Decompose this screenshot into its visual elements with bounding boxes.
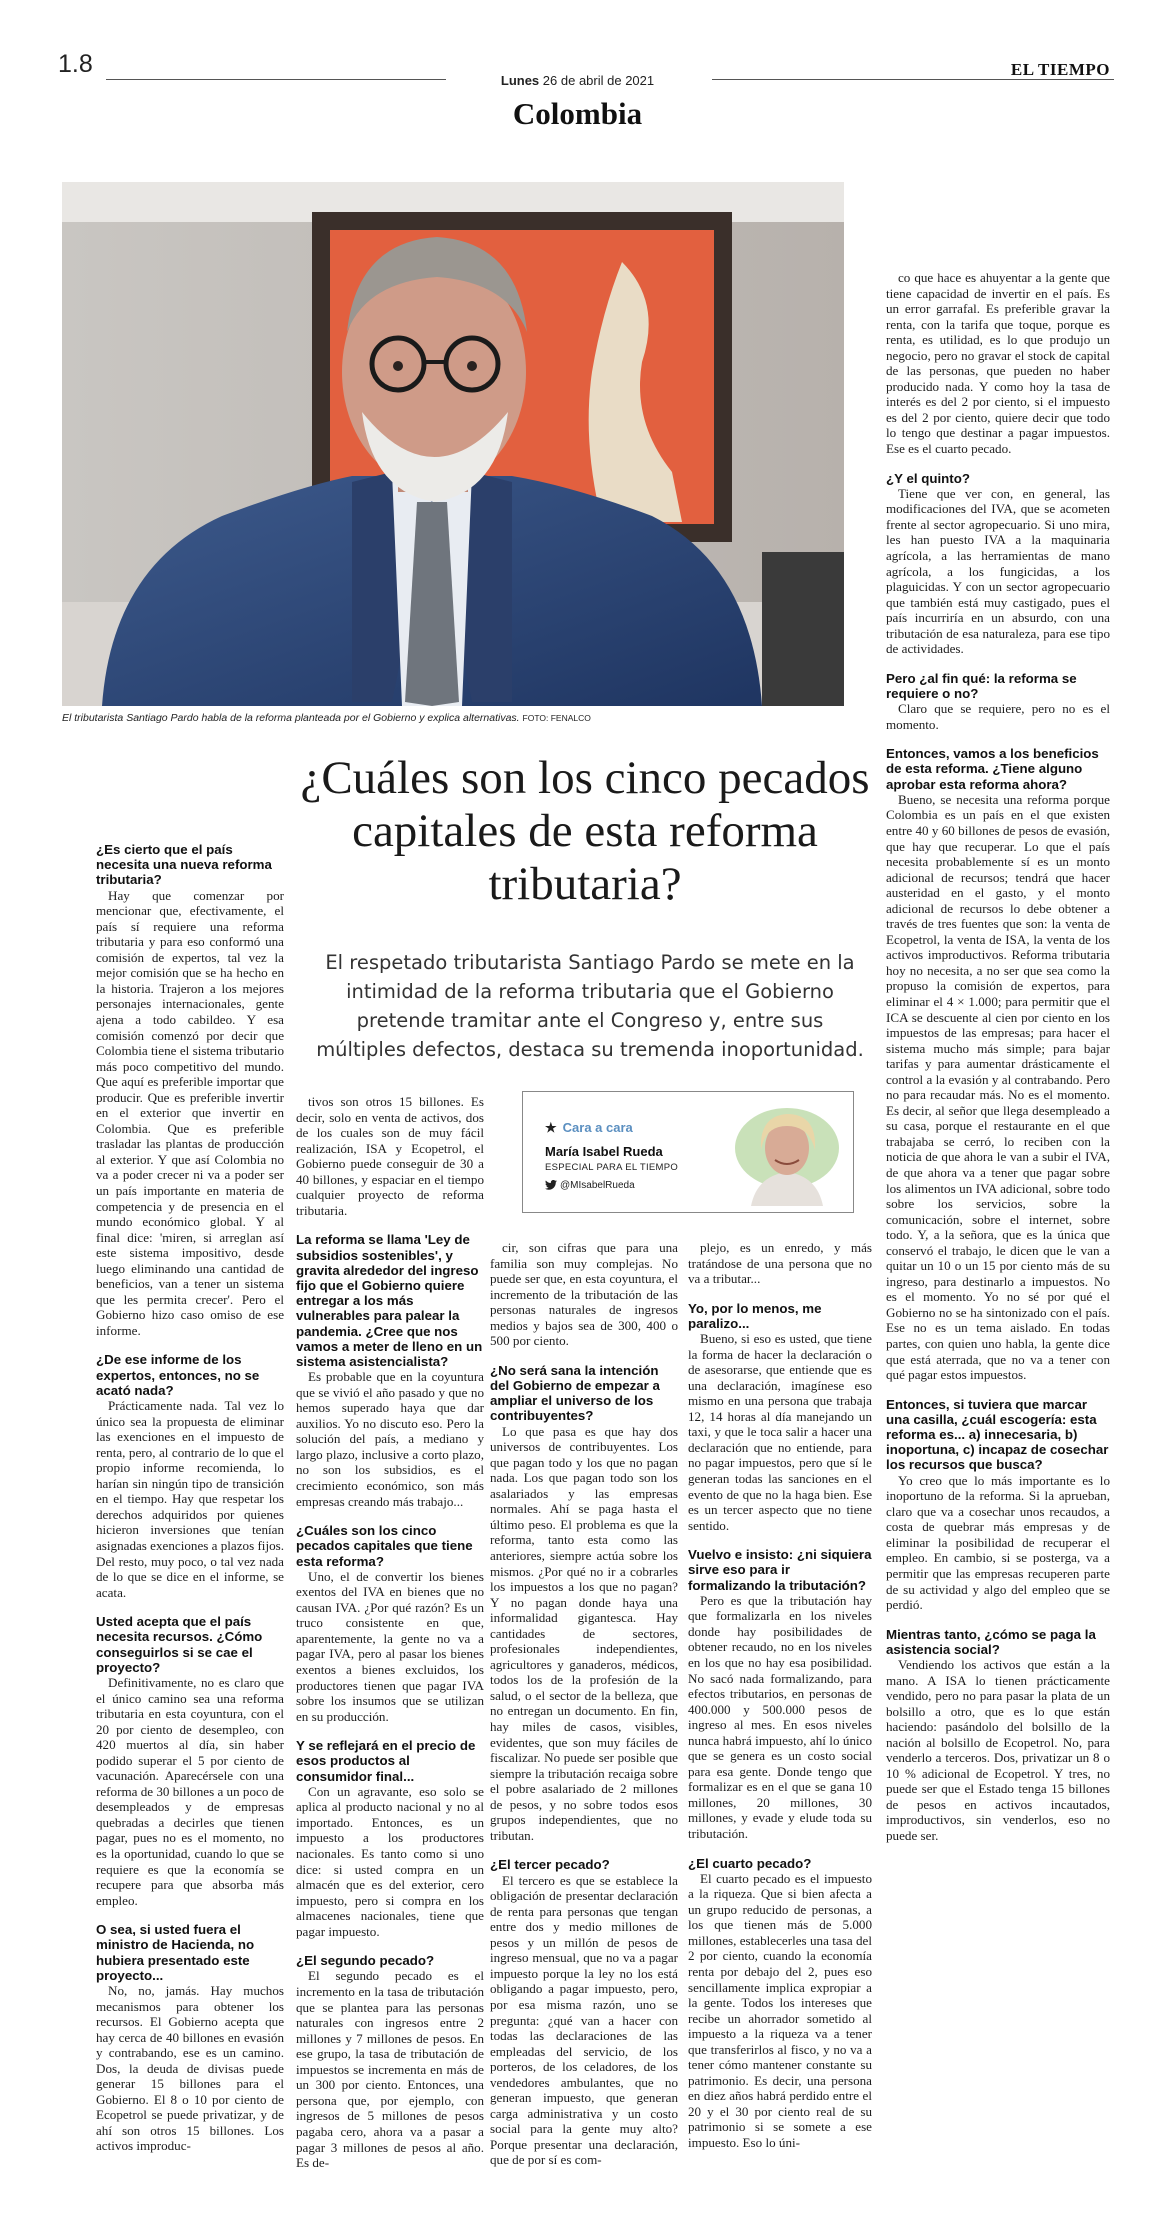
interview-question: La reforma se llama 'Ley de subsidios sostenibles', y gravita alrededor del ingreso fijo que el Gobierno quiere entregar a los más vulnerables para palear la pandemia. ¿Cree que nos vamos a meter de lleno en un sistema asistencialista? xyxy=(296,1232,483,1369)
interview-answer: Es probable que en la coyuntura que se vivió el año pasado y que no hemos superado haya que dar auxilios. Yo no discuto eso. Pero la solución del país, a mediano y largo plazo, inclusive a corto plazo, no son los subsidios, es el crecimiento económico, son más empresas creando más trabajo... xyxy=(296,1369,484,1509)
headline: ¿Cuáles son los cinco pecados capitales de esta reforma tributaria? xyxy=(300,752,870,910)
issue-date xyxy=(420,73,735,88)
interview-answer: Hay que comenzar por mencionar que, efectivamente, el país sí requiere una reforma tributaria y para eso conformó una comisión de expertos, tal vez la mejor comisión que se ha hecho en la historia. Trajeron a los mejores personajes internacionales, gente ajena a todo cabildeo. Y esa comisión comenzó por decir que Colombia tiene el sistema tributario más poco competitivo del mundo. Que aquí es preferible importar que producir. Que es preferible invertir en el exterior que invertir en Colombia. Que es preferible trasladar las plantas de producción al exterior. Y que así Colombia no va a poder crecer ni va a poder ser un país importante en materia de competencia y de presencia en el mundo económico global. Y al final dice: 'miren, si arreglan así este sistema impositivo, desde luego eliminando una cantidad de beneficios, van a tener un sistema que les permita crecer'. Pero el Gobierno hizo caso omiso de ese informe. xyxy=(96,887,284,1338)
caption-text: El tributarista Santiago Pardo habla de la reforma planteada por el Gobierno y explica alternativas. xyxy=(62,712,520,724)
page-number: 1.8 xyxy=(58,50,93,78)
page-bottom-edge xyxy=(0,2210,1154,2230)
interview-answer: El segundo pecado es el incremento en la tasa de tributación que se plantea para las personas naturales con ingresos entre 2 millones y 7 millones de pesos. En ese grupo, la tasa de tributación de impuestos se incrementa en más de un 300 por ciento. Entonces, una persona que, por ejemplo, con ingresos de 5 millones de pesos pagaba cero, ahora va a pasar a pagar 3 millones de pesos al año. Es de- xyxy=(296,1968,484,2171)
star-icon: ★ xyxy=(545,1120,557,1135)
interview-answer: Lo que pasa es que hay dos universos de contribuyentes. Los que pagan todo y los que no pagan nada. Los que pagan todo son los asalariados y las empresas normales. Ahí se paga hasta el último peso. El problema es que la reforma, tanto esta como las anteriores, siempre actúa sobre los mismos. ¿Por qué no ir a cobrarles los impuestos a los que no pagan? Y no pagan donde haya una informalidad gigantesca. Hay cantidades de sectores, profesionales independientes, agricultores y ganaderos, médicos, todos los de la profesión de la salud, o el sector de la belleza, que no entregan un documento. En fin, hay miles de casos, visibles, evidentes, que son muy fáciles de fiscalizar. No puede ser posible que siempre la tributación recaiga sobre el pobre asalariado de 2 millones de pesos, y no sobre todos esos grupos independientes, que no tributan. xyxy=(490,1423,678,1843)
author-name: María Isabel Rueda xyxy=(545,1144,663,1159)
author-twitter xyxy=(545,1180,635,1191)
interview-answer: Yo creo que lo más importante es lo inoportuno de la reforma. Si la aprueban, claro que va a cosechar unos recaudos, a costa de quebrar más empresas y de eliminar la posibilidad de recuperar el empleo. En cambio, si se posterga, va a permitir que las empresas recuperen parte de su actividad y algo del empleo que se perdió. xyxy=(886,1472,1110,1613)
author-twitter-handle: @MIsabelRueda xyxy=(560,1180,635,1191)
interview-question: Vuelvo e insisto: ¿ni siquiera sirve eso para ir formalizando la tributación? xyxy=(688,1547,872,1593)
interview-answer: co que hace es ahuyentar a la gente que tiene capacidad de invertir en el país. Es un error garrafal. Es preferible gravar la renta, con la tarifa que toque, porque es renta, es utilidad, es lo que produjo un negocio, pero no gravar el stock de capital de las personas, que pueden no haber producido nada. Y como hoy la tasa de interés es del 2 por ciento, si el impuesto es del 2 por ciento, quiere decir que todo lo tengo que destinar a pagar impuestos. Ese es el cuarto pecado. xyxy=(886,270,1110,457)
interview-answer: cir, son cifras que para una familia son muy complejas. No puede ser que, en esta coyuntura, el incremento de la tributación de las personas naturales de ingresos medios y bajos sea de 300, 400 o 500 por ciento. xyxy=(490,1240,678,1349)
interview-question: Mientras tanto, ¿cómo se paga la asistencia social? xyxy=(886,1626,1096,1657)
interview-question: ¿El cuarto pecado? xyxy=(688,1855,812,1871)
interview-answer: Bueno, se necesita una reforma porque Colombia es un país en el que existen entre 40 y 60 billones de pesos de evasión, que hay que recuperar. Lo que el país necesita probablemente sí es un monto adicional de recursos; tendrá que hacer austeridad en el gasto, y el monto adicional de recursos lo debe obtener a través de tres fuentes que son: la venta de Ecopetrol, la venta de ISA, la venta de los activos improductivos. Reforma tributaria hoy no necesita, a no ser que sea como la propuso la comisión de expertos, para eliminar el 4 × 1.000; para permitir que el ICA se descuente al cien por ciento en los impuestos de las empresas; para hacer el sistema mucho más simple; para bajar tarifas y para aumentar drásticamente el control a la evasión y al contrabando. Pero no para recaudar más. No es el momento. Es decir, al señor que llega desempleado a su casa, porque el restaurante en el que trabajaba se cerró, lo reciben con la noticia de que ahora le van a subir el IVA, de que ahora va a tener que pagar sobre los alimentos un IVA adicional, sobre todo sobre los servicios, sobre la comunicación, sobre el internet, sobre todo. Y, a la señora, que es la única que conservó el trabajo, le dicen que le van a quitar un 10 o un 15 por ciento más de su ingreso, para destinarlo a impuestos. No es el momento. Yo no sé por qué el Gobierno no se ha sintonizado con el país. Ese no es un tema aislado. En todas partes, con quien uno habla, la gente dice que está aterrada, que no va a tener con qué pagar estos impuestos. xyxy=(886,791,1110,1383)
article-column-1 xyxy=(96,842,284,2154)
interview-question: Pero ¿al fin qué: la reforma se requiere o no? xyxy=(886,670,1077,701)
twitter-icon xyxy=(545,1180,557,1190)
interview-question: ¿El segundo pecado? xyxy=(296,1953,435,1969)
author-box-tag-text: Cara a cara xyxy=(562,1120,633,1135)
section-title: Colombia xyxy=(512,96,643,131)
interview-answer: Prácticamente nada. Tal vez lo único sea la propuesta de eliminar las exenciones en el impuesto de renta, pero, al contrario de lo que el propio informe recomienda, lo harían sin ningún tipo de transición en el tiempo. Hay que respetar los derechos adquiridos por quienes hicieron inversiones que tenían asignadas exenciones a plazos fijos. Del resto, muy poco, o tal vez nada de lo que se dice en el informe, se acata. xyxy=(96,1398,284,1600)
interview-answer: plejo, es un enredo, y más tratándose de una persona que no va a tributar... xyxy=(688,1240,872,1287)
photo-caption xyxy=(62,712,844,724)
portrait-illustration xyxy=(62,182,844,706)
interview-answer: El tercero es que se establece la obligación de presentar declaración de renta para personas que tengan entre dos y medio millones de pesos y un millón de pesos de ingreso mensual, que no va a pagar impuesto porque la ley no los está obligando a pagar impuesto, pero, por esa misma razón, uno se pregunta: ¿qué van a hacer con todas las declaraciones de las empleadas del servicio, de los porteros, de los celadores, de los vendedores ambulantes, que no generan impuesto, que generan carga administrativa y un costo social para la gente muy alto? Porque presentar una declaración, que de por sí es com- xyxy=(490,1872,678,2168)
interview-answer: Tiene que ver con, en general, las modificaciones del IVA, que se acometen frente al sector agropecuario. Si uno mira, les han puesto IVA a la maquinaria agrícola, a las herramientas de mano agrícola, a los fungicidas, a los plaguicidas. Y con un sector agropecuario que también está muy castigado, pues el país incurriría en un absurdo, con una tributación de esa naturaleza, para ese tipo de actividades. xyxy=(886,485,1110,657)
article-column-2 xyxy=(296,1094,484,2171)
interview-question: Entonces, si tuviera que marcar una casilla, ¿cuál escogería: esta reforma es... a) innecesaria, b) inoportuna, c) incapaz de cosechar los recursos que busca? xyxy=(886,1396,1109,1473)
interview-question: Y se reflejará en el precio de esos productos al consumidor final... xyxy=(296,1738,476,1784)
photo-credit: FOTO: FENALCO xyxy=(522,713,591,723)
interview-question: ¿Cuáles son los cinco pecados capitales que tiene esta reforma? xyxy=(296,1523,473,1569)
author-avatar xyxy=(731,1098,843,1206)
interview-answer: tivos son otros 15 billones. Es decir, solo en venta de activos, dos de los cuales son de muy fácil realización, ISA y Ecopetrol, el Gobierno puede conseguir de 30 a 40 billones, y espaciar en el tiempo cualquier proyecto de reforma tributaria. xyxy=(296,1094,484,1218)
date-rest: 26 de abril de 2021 xyxy=(542,73,655,88)
article-column-3 xyxy=(490,1240,678,2168)
interview-answer: Uno, el de convertir los bienes exentos del IVA en bienes que no causan IVA. ¿Por qué razón? Es un truco consistente en que, aparentemente, la gente no va a pagar IVA, pero al pasar los bienes exentos a bienes excluidos, los productores tienen que pagar IVA sobre los insumos que se utilizan en su producción. xyxy=(296,1568,484,1724)
interview-answer: Claro que se requiere, pero no es el momento. xyxy=(886,701,1110,732)
interview-question: O sea, si usted fuera el ministro de Hacienda, no hubiera presentado este proyecto... xyxy=(96,1922,255,1983)
interview-question: ¿No será sana la intención del Gobierno de empezar a ampliar el universo de los contribuyentes? xyxy=(490,1362,660,1424)
interview-answer: Bueno, si eso es usted, que tiene la forma de hacer la declaración o de asesorarse, que entiende que es una declaración, imagínese eso mismo en una persona que trabaja 12, 14 horas al día manejando un taxi, y que le toca salir a hacer una declaración que no entiende, para no pagar impuestos, pero que sí le generan todas las sanciones en el evento de que no la haga bien. Ese es un tercer aspecto que no tiene sentido. xyxy=(688,1331,872,1533)
lead-photo xyxy=(62,182,844,706)
author-box-tag xyxy=(545,1120,633,1136)
interview-question: Usted acepta que el país necesita recursos. ¿Cómo conseguirlos si se cae el proyecto? xyxy=(96,1614,263,1675)
interview-question: ¿De ese informe de los expertos, entonces, no se acató nada? xyxy=(96,1352,260,1398)
date-day: Lunes xyxy=(500,73,540,88)
interview-question: Yo, por lo menos, me paralizo... xyxy=(688,1300,822,1331)
deck: El respetado tributarista Santiago Pardo se mete en la intimidad de la reforma tributaria que el Gobierno pretende tramitar ante el Congreso y, entre sus múltiples defectos, destaca su tremenda inoportunidad. xyxy=(316,951,864,1061)
author-box xyxy=(522,1091,854,1213)
interview-question: ¿Es cierto que el país necesita una nueva reforma tributaria? xyxy=(96,842,272,888)
interview-answer: Con un agravante, eso solo se aplica al producto nacional y no al importado. Entonces, es un impuesto a los productores nacionales. Es tanto como si uno dice: si usted compra en un almacén que es del exterior, cero impuesto, pero si compra en los almacenes nacionales, tiene que pagar impuesto. xyxy=(296,1783,484,1939)
interview-answer: Definitivamente, no es claro que el único camino sea una reforma tributaria en esta coyuntura, con el 20 por ciento de desempleo, con 420 muertos al día, sin haber podido superar el 5 por ciento de vacunación. Aparecérsele con una reforma de 30 billones a un poco de desempleados y de empresas quebradas a decirles que tienen pagar, pues no es el momento, no es la oportunidad, cuando lo que se requiere es que la economía se recupere para que absorba más empleo. xyxy=(96,1675,284,1908)
article-column-4 xyxy=(688,1240,872,2151)
interview-question: Entonces, vamos a los beneficios de esta reforma. ¿Tiene alguno aprobar esta reforma ahora? xyxy=(886,746,1099,792)
interview-question: ¿El tercer pecado? xyxy=(490,1857,610,1873)
interview-answer: Pero es que la tributación hay que formalizarla en los niveles donde hay posibilidades de obtener recaudo, no en los niveles en los que no hay esa posibilidad. No sacó nada formalizando, para efectos tributarios, en personas de 400.000 y 500.000 pesos de ingreso al mes. En esos niveles nunca habrá impuesto, ahí lo único que se genera es un costo social para esa gente. Donde tengo que formalizar es en el que se gana 10 millones, 20 millones, 30 millones, y evade y elude toda su tributación. xyxy=(688,1592,872,1841)
header-rule-left xyxy=(106,79,446,80)
newspaper-logo: EL TIEMPO xyxy=(1010,60,1110,79)
interview-question: ¿Y el quinto? xyxy=(886,470,970,486)
article-column-5 xyxy=(886,270,1110,1844)
author-role: ESPECIAL PARA EL TIEMPO xyxy=(545,1162,679,1173)
interview-answer: No, no, jamás. Hay muchos mecanismos para obtener los recursos. El Gobierno acepta que hay cerca de 40 billones en evasión y contrabando, ese es un camino. Dos, la deuda de divisas puede generar 15 billones para el Gobierno. El 8 o 10 por ciento de Ecopetrol se puede privatizar, y de ahí son otros 15 billones. Los activos improduc- xyxy=(96,1983,284,2154)
interview-answer: El cuarto pecado es el impuesto a la riqueza. Que si bien afecta a un grupo reducido de personas, a los que tienen más de 5.000 millones, establecerles una tasa del 2 por ciento, cuando la economía renta por debajo del 2, pues eso sencillamente implica expropiar a la gente. Todos los intereses que recibe un ahorrador sometido al impuesto a la riqueza va a tener que transferirlos al fisco, y no va a tener cómo mantener constante su patrimonio. Es decir, una persona en diez años habrá perdido entre el 20 y el 30 por ciento real de su patrimonio si se somete a ese impuesto. Eso lo úni- xyxy=(688,1870,872,2151)
interview-answer: Vendiendo los activos que están a la mano. A ISA lo tienen prácticamente vendido, pero no para pasar la plata de un bolsillo a otro, que es lo que están haciendo: pasándolo del bolsillo de la nación al bolsillo de Ecopetrol. No, para venderlo a terceros. Dos, privatizar un 8 o 10 % adicional de Ecopetrol. Y tres, no puede ser que el Estado tenga 15 billones de pesos en activos incautados, improductivos, sin venderlos, eso no puede ser. xyxy=(886,1657,1110,1844)
